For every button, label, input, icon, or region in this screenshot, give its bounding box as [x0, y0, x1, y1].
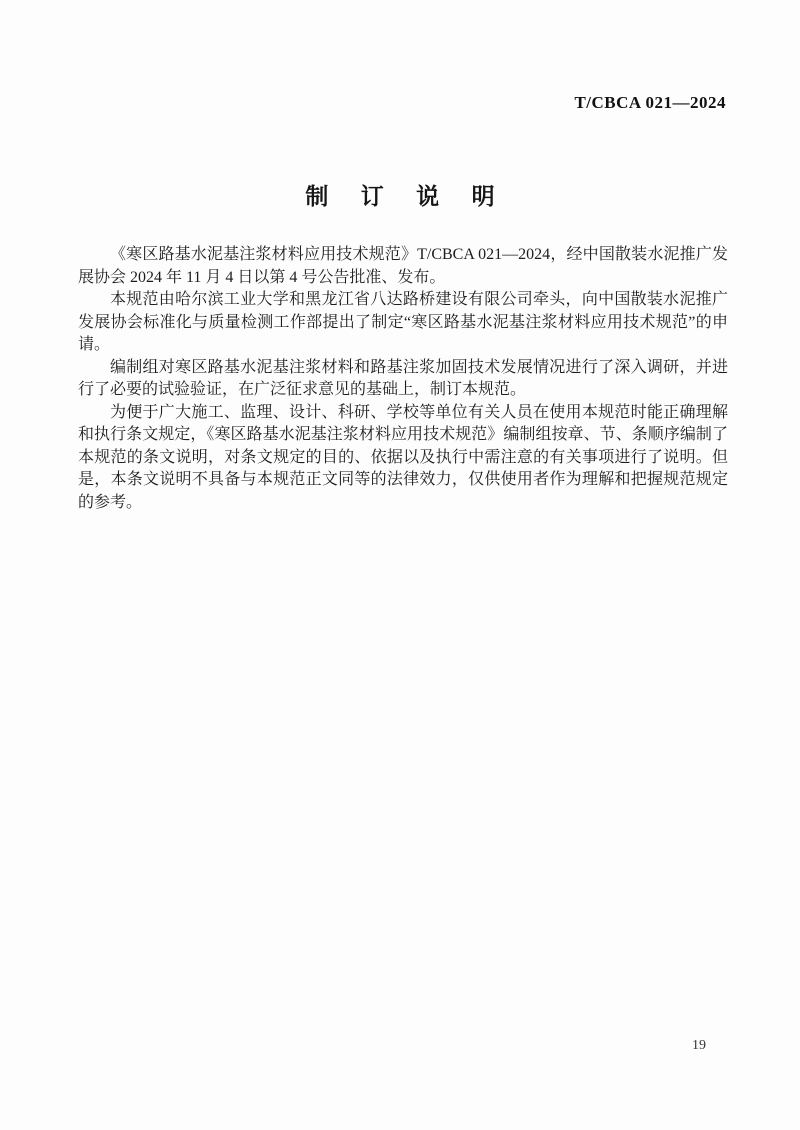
paragraph-research: 编制组对寒区路基水泥基注浆材料和路基注浆加固技术发展情况进行了深入调研，并进行了必要的试验验证，在广泛征求意见的基础上，制订本规范。 [78, 358, 728, 398]
body-text [78, 244, 728, 514]
paragraph-application: 本规范由哈尔滨工业大学和黑龙江省八达路桥建设有限公司牵头，向中国散装水泥推广发展协会标准化与质量检测工作部提出了制定“寒区路基水泥基注浆材料应用技术规范”的申请。 [78, 291, 728, 353]
page-title: 制 订 说 明 [305, 183, 508, 209]
paragraph-approval: 《寒区路基水泥基注浆材料应用技术规范》T/CBCA 021—2024，经中国散装水泥推广发展协会 2024 年 11 月 4 日以第 4 号公告批准、发布。 [78, 246, 728, 286]
standard-code-header: T/CBCA 021—2024 [574, 93, 726, 112]
page-number: 19 [692, 1038, 706, 1053]
paragraph-purpose: 为便于广大施工、监理、设计、科研、学校等单位有关人员在使用本规范时能正确理解和执行条文规定，《寒区路基水泥基注浆材料应用技术规范》编制组按章、节、条顺序编制了本规范的条文说明，对条文规定的目的、依据以及执行中需注意的有关事项进行了说明。但是，本条文说明不具备与本规范正文同等的法律效力，仅供使用者作为理解和把握规范规定的参考。 [78, 403, 728, 511]
